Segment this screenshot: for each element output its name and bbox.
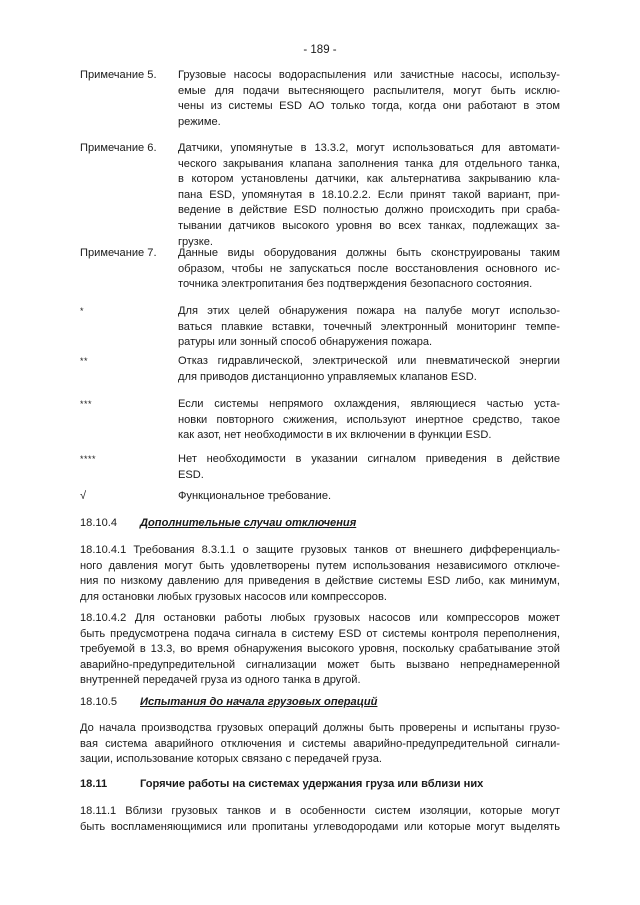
section-title: Горячие работы на системах удержания груза или вблизи них: [140, 778, 484, 790]
note-text: [178, 489, 560, 505]
text-line: быть предусмотрена подача сигнала в систему ESD от системы контроля переполнения,: [80, 627, 560, 640]
footnote-3: [80, 397, 560, 444]
text-line: для приводов дистанционно управляемых клапанов ESD.: [178, 370, 477, 383]
text-line: До начала производства грузовых операций должны быть проверены и испытаны грузо-: [80, 722, 560, 734]
text-line: быть воспламеняющимися или пропитаны углеводородами или которые могут выделять: [80, 820, 560, 833]
paragraph-18-10-4-2: [80, 611, 560, 689]
text-line: ного давления могут быть удовлетворены путем использования независимого отключе-: [80, 559, 560, 572]
check-mark-icon: √: [80, 490, 87, 502]
text-line: режиме.: [178, 115, 221, 128]
text-line: пана ESD, упомянутая в 18.10.2.2. Если принят такой вариант, при-: [178, 188, 560, 201]
note-text: [178, 141, 560, 250]
section-title: Дополнительные случаи отключения: [140, 517, 357, 529]
text-line: для остановки любых грузовых насосов или компрессоров.: [80, 590, 387, 603]
note-5: [80, 68, 560, 130]
note-label: Примечание 7.: [80, 247, 157, 259]
note-6: [80, 141, 560, 250]
section-number: 18.10.5: [80, 696, 118, 708]
text-line: Грузовые насосы водораспыления или зачистные насосы, использу-: [178, 69, 560, 81]
section-title: Испытания до начала грузовых операций: [140, 696, 378, 708]
text-line: вая система аварийного отключения и системы аварийно-предупредительной сигнали-: [80, 737, 560, 750]
text-line: аварийно-предупредительной сигнализации может быть вызвано непреднамеренной: [80, 658, 560, 671]
section-heading-18-10-5: [80, 696, 560, 708]
section-heading-18-10-4: [80, 517, 560, 529]
text-line: емые для подачи вытесняющего распылителя, могут быть исклю-: [178, 84, 560, 97]
section-heading-18-11: [80, 778, 560, 790]
text-line: точника электропитания без подтверждения безопасного состояния.: [178, 278, 533, 291]
text-line: тывании датчиков высокого уровня во всех танках, подлежащих за-: [178, 219, 560, 232]
footnote-mark: **: [80, 356, 89, 366]
footnote-check: [80, 489, 560, 505]
footnote-mark: ****: [80, 454, 97, 464]
text-line: ваться плавкие вставки, точечный электронный мониторинг темпе-: [178, 320, 560, 333]
section-number: 18.11: [80, 778, 108, 790]
note-label: Примечание 6.: [80, 142, 157, 154]
text-line: Для этих целей обнаружения пожара на палубе могут использо-: [178, 305, 560, 317]
section-number: 18.10.4: [80, 517, 118, 529]
text-line: Данные виды оборудования должны быть сконструированы таким: [178, 247, 560, 259]
text-line: Нет необходимости в указании сигналом приведения в действие: [178, 453, 560, 465]
note-7: [80, 246, 560, 293]
text-line: чены из системы ESD АО только тогда, когда они работают в этом: [178, 100, 560, 113]
paragraph-18-11-1: [80, 804, 560, 835]
note-text: [178, 397, 560, 444]
text-line: ческого закрывания клапана заполнения танка для отдельного танка,: [178, 157, 560, 170]
footnote-mark: ***: [80, 399, 93, 409]
text-line: ратуры или зонный способ обнаружения пожара.: [178, 336, 433, 349]
text-line: ния по низкому давлению для приведения в действие системы ESD либо, как минимум,: [80, 575, 560, 588]
text-line: 18.10.4.2 Для остановки работы любых грузовых насосов или компрессоров может: [80, 612, 560, 624]
text-line: грузке.: [178, 235, 213, 248]
text-line: образом, чтобы не запускаться после восстановления основного ис-: [178, 262, 560, 275]
text-line: Отказ гидравлической, электрической или пневматической энергии: [178, 355, 560, 367]
note-text: [178, 68, 560, 130]
text-line: как азот, нет необходимости в их включении в функции ESD.: [178, 429, 492, 442]
footnote-2: [80, 354, 560, 385]
page-number: - 189 -: [303, 44, 337, 56]
paragraph-18-10-5: [80, 721, 560, 768]
note-text: [178, 452, 560, 483]
text-line: внутренней передачей груза из одного танка в другой.: [80, 674, 361, 687]
text-line: зации, использование которых связано с передачей груза.: [80, 753, 383, 766]
text-line: ведение в действие ESD полностью должно происходить при сраба-: [178, 204, 560, 217]
paragraph-18-10-4-1: [80, 543, 560, 605]
footnote-1: [80, 304, 560, 351]
text-line: требуемой в 13.3, во время обнаружения высокого уровня, поскольку срабатывание этой: [80, 643, 560, 656]
text-line: Функциональное требование.: [178, 490, 332, 502]
note-text: [178, 354, 560, 385]
note-label: Примечание 5.: [80, 69, 157, 81]
text-line: Датчики, упомянутые в 13.3.2, могут использоваться для автомати-: [178, 142, 560, 154]
text-line: ESD.: [178, 468, 204, 481]
text-line: Если системы непрямого охлаждения, являющиеся частью уста-: [178, 398, 560, 410]
text-line: новки повторного сжижения, используют инертное средство, такое: [178, 413, 560, 426]
note-text: [178, 246, 560, 293]
text-line: 18.10.4.1 Требования 8.3.1.1 о защите грузовых танков от внешнего дифференциаль-: [80, 544, 560, 556]
text-line: в котором установлены датчики, как альтернатива закрыванию кла-: [178, 173, 560, 186]
footnote-mark: *: [80, 306, 85, 316]
text-line: 18.11.1 Вблизи грузовых танков и в особенности систем изоляции, которые могут: [80, 805, 560, 817]
note-text: [178, 304, 560, 351]
footnote-4: [80, 452, 560, 483]
